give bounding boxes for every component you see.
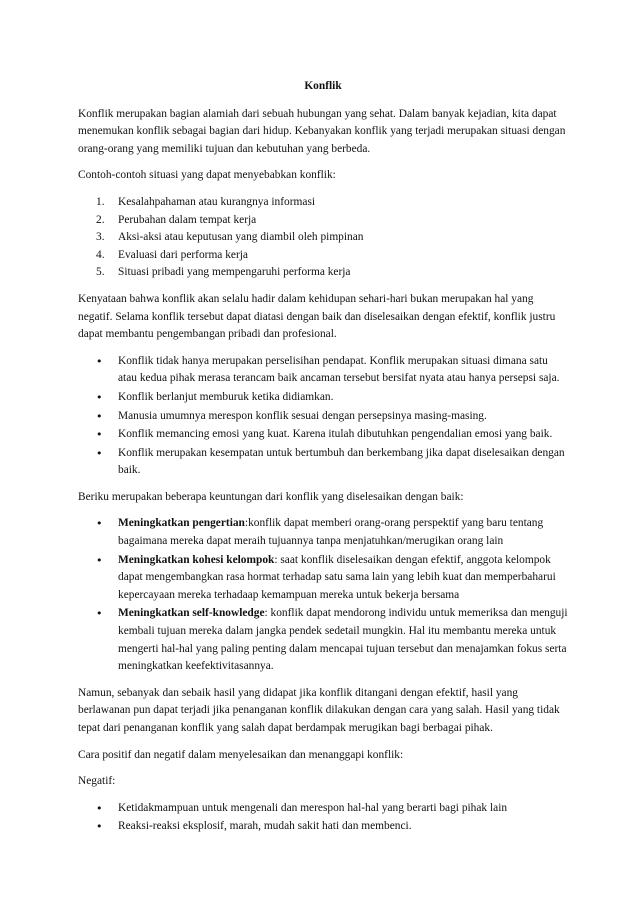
list-item [78, 194, 568, 212]
examples-list [78, 194, 568, 282]
list-item: • Reaksi-reaksi eksplosif, marah, mudah sakit hati dan membenci. [78, 818, 568, 836]
list-item: • Konflik merupakan kesempatan untuk bertumbuh dan berkembang jika dapat diselesaikan dengan baik. [78, 445, 568, 480]
benefit-label: Meningkatkan pengertian [118, 517, 245, 530]
benefits-list [78, 515, 568, 675]
list-item [78, 605, 568, 675]
reality-paragraph: Kenyataan bahwa konflik akan selalu hadir dalam kehidupan sehari-hari bukan merupakan hal yang negatif. Selama konflik tersebut dapat diatasi dengan baik dan diselesaikan dengan efektif, konflik justru dapat membantu pengembangan pribadi dan profesional. [78, 292, 556, 341]
ways-heading: Cara positif dan negatif dalam menyelesaikan dan menanggapi konflik: [78, 748, 404, 761]
intro-paragraph: Konflik merupakan bagian alamiah dari sebuah hubungan yang sehat. Dalam banyak kejadian, kita dapat menemukan konflik sebagai bagian dari hidup. Kebanyakan konflik yang terjadi merupakan situasi dengan orang-orang yang memiliki tujuan dan kebutuhan yang berbeda. [78, 107, 566, 155]
benefit-label: Meningkatkan self-knowledge [118, 607, 265, 620]
negative-heading: Negatif: [78, 775, 116, 788]
list-item [78, 515, 568, 550]
list-item: • Ketidakmampuan untuk mengenali dan merespon hal-hal yang berarti bagi pihak lain [78, 800, 568, 818]
benefit-label: Meningkatkan kohesi kelompok [118, 553, 275, 566]
list-item-text: Perubahan dalam tempat kerja [118, 213, 257, 226]
list-item [78, 247, 568, 265]
list-item [78, 264, 568, 282]
list-item: • Konflik berlanjut memburuk ketika didiamkan. [78, 389, 568, 407]
list-item-text: Kesalahpahaman atau kurangnya informasi [118, 195, 316, 208]
list-item [78, 229, 568, 247]
page-title: Konflik [304, 80, 342, 92]
list-item [78, 212, 568, 230]
negatives-list [78, 800, 568, 836]
list-item-text: Situasi pribadi yang mempengaruhi performa kerja [118, 266, 351, 279]
list-item-text: Evaluasi dari performa kerja [118, 248, 248, 261]
list-number: 3. [96, 231, 105, 244]
however-paragraph: Namun, sebanyak dan sebaik hasil yang didapat jika konflik ditangani dengan efektif, hasil yang berlawanan pun dapat terjadi jika penanganan konflik dilakukan dengan cara yang salah. Hasil yang tidak tepat dari penanganan konflik yang salah dapat berdampak merugikan bagi berbagai pihak. [78, 686, 560, 734]
benefit-text: : saat konflik diselesaikan dengan efektif, anggota kelompok dapat mengembangkan rasa hormat terhadap satu sama lain yang lebih kuat dan memperbaharui kepercayaan mereka terhadaap kemampuan mereka untuk bekerja bersama [118, 553, 556, 601]
list-item: • Manusia umumnya merespon konflik sesuai dengan persepsinya masing-masing. [78, 408, 568, 426]
list-number: 5. [96, 266, 105, 279]
list-item-text: Aksi-aksi atau keputusan yang diambil oleh pimpinan [118, 231, 364, 244]
benefit-text: : konflik dapat mendorong individu untuk memeriksa dan menguji kembali tujuan mereka dalam jangka pendek sedetail mungkin. Hal itu membantu mereka untuk mengerti hal-hal yang paling penting dalam mencapai tujuan tersebut dan menajamkan fokus serta meningkatkan keefektivitasannya. [118, 607, 568, 673]
list-number: 4. [96, 248, 105, 261]
list-number: 1. [96, 195, 105, 208]
benefit-text: :konflik dapat memberi orang-orang perspektif yang baru tentang bagaimana mereka dapat meraih tujuannya tanpa menjatuhkan/merugikan orang lain [118, 517, 544, 548]
facts-list [78, 353, 568, 480]
list-number: 2. [96, 213, 105, 226]
examples-heading: Contoh-contoh situasi yang dapat menyebabkan konflik: [78, 169, 336, 182]
list-item [78, 552, 568, 605]
list-item: • Konflik tidak hanya merupakan perselisihan pendapat. Konflik merupakan situasi dimana satu atau kedua pihak merasa terancam baik ancaman tersebut bersifat nyata atau hanya persepsi saja. [78, 353, 568, 388]
benefits-heading: Beriku merupakan beberapa keuntungan dari konflik yang diselesaikan dengan baik: [78, 490, 464, 503]
list-item: • Konflik memancing emosi yang kuat. Karena itulah dibutuhkan pengendalian emosi yang baik. [78, 426, 568, 444]
